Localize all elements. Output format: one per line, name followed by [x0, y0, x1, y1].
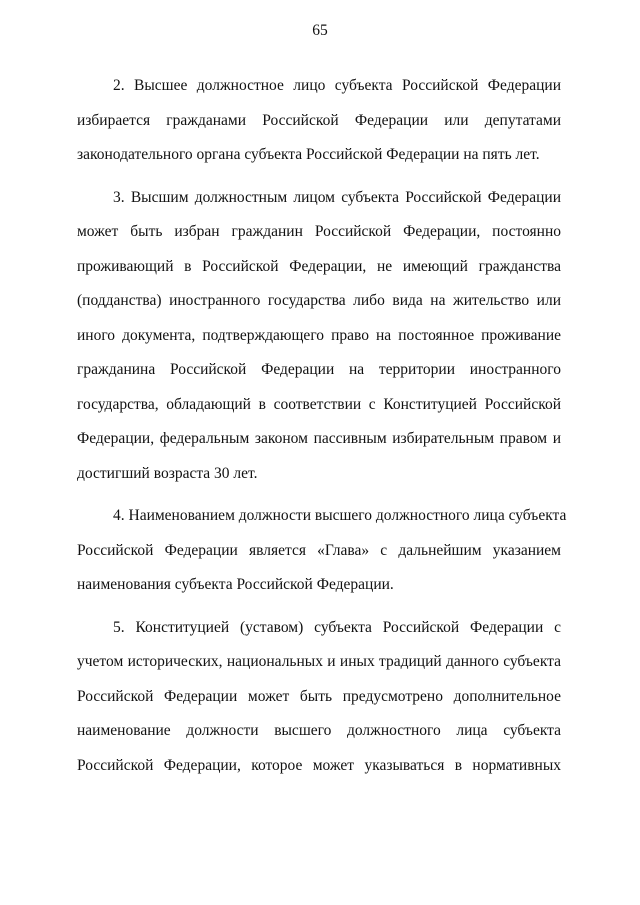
text-line: может быть избран гражданин Российской Федерации, постоянно [77, 223, 561, 240]
paragraph-5 [77, 616, 561, 789]
paragraph-3 [77, 186, 561, 497]
text-line: Российской Федерации может быть предусмотрено дополнительное [77, 687, 561, 705]
paragraph-4 [77, 504, 567, 608]
text-line: достигший возраста 30 лет. [77, 464, 258, 482]
text-line: Российской Федерации является «Глава» с дальнейшим указанием [77, 541, 561, 559]
paragraph-2 [77, 74, 561, 178]
text-line: законодательного органа субъекта Российской Федерации на пять лет. [77, 146, 540, 163]
page-number: 65 [312, 22, 328, 39]
text-line: Федерации, федеральным законом пассивным избирательным правом и [77, 430, 561, 447]
document-body [77, 74, 567, 796]
text-line: 5. Конституцией (уставом) субъекта Российской Федерации с [113, 618, 561, 636]
text-line: наименование должности высшего должностного лица субъекта [77, 722, 561, 739]
text-line: Российской Федерации, которое может указываться в нормативных [77, 756, 561, 774]
text-line: гражданина Российской Федерации на территории иностранного [77, 361, 561, 378]
text-line: иного документа, подтверждающего право на постоянное проживание [77, 326, 561, 344]
text-line: 3. Высшим должностным лицом субъекта Российской Федерации [113, 188, 561, 206]
text-line: (подданства) иностранного государства либо вида на жительство или [77, 292, 561, 309]
text-line: учетом исторических, национальных и иных традиций данного субъекта [77, 653, 561, 670]
text-line: 2. Высшее должностное лицо субъекта Российской Федерации [113, 77, 561, 94]
text-line: 4. Наименованием должности высшего должностного лица субъекта [113, 507, 567, 524]
text-line: проживающий в Российской Федерации, не имеющий гражданства [77, 257, 561, 275]
text-line: избирается гражданами Российской Федерации или депутатами [77, 111, 561, 129]
text-line: государства, обладающий в соответствии с Конституцией Российской [77, 395, 561, 413]
text-line: наименования субъекта Российской Федерации. [77, 576, 394, 593]
